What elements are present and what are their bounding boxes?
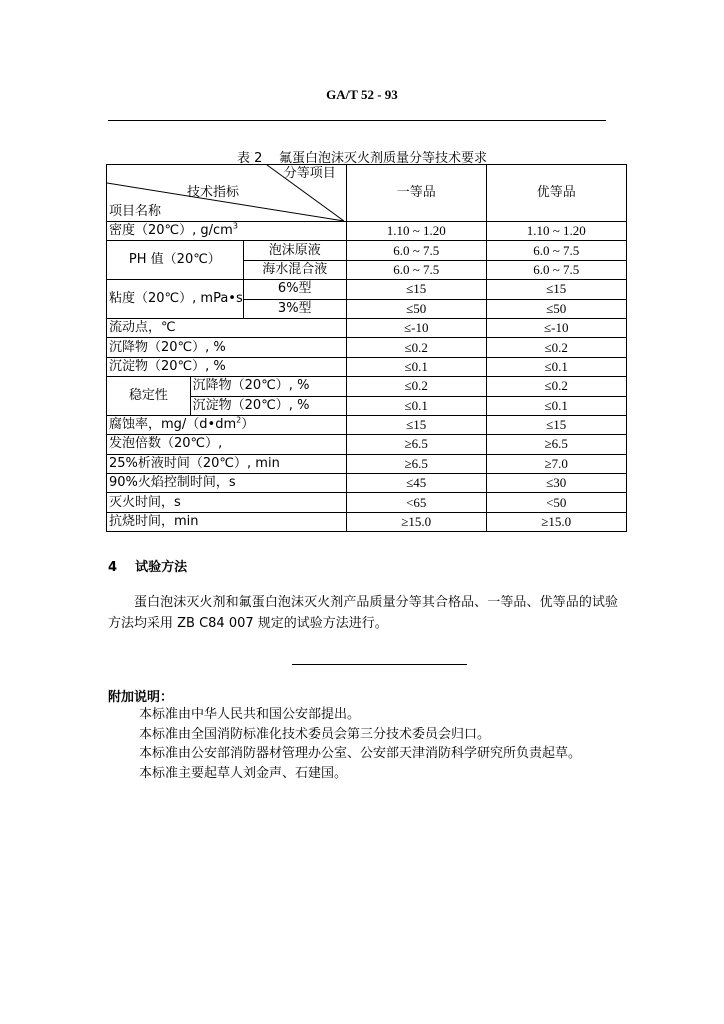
row-label-density: 密度（20℃）, $g/cm^3$ [107,222,347,241]
cell-value: ≥15.0 [346,512,486,531]
grade-label: 分等项目 [283,166,336,181]
note-line: 本标准由公安部消防器材管理办公室、公安部天津消防科学研究所负责起草。 [139,746,582,761]
indicator-label: 技术指标 [187,185,240,200]
note-line: 本标准主要起草人刘金声、石建国。 [139,765,348,781]
cell-value: <65 [346,493,486,512]
cell-value: ≤30 [486,474,626,493]
test-methods-paragraph: 蛋白泡沫灭火剂和氟蛋白泡沫灭火剂产品质量分等其合格品、一等品、优等品的试验方法均采用 ZB C84 007 规定的试验方法进行。 [108,595,618,631]
table-caption: 表 2 氟蛋白泡沫灭火剂质量分等技术要求 [237,151,487,166]
cell-value: ≤0.2 [346,338,486,357]
cell-value: ≤0.2 [486,338,626,357]
table-row [107,415,627,434]
row-label-expansion: 发泡倍数（20℃）, [107,435,347,454]
sub-label: 海水混合液 [243,260,346,279]
superior-grade-header: 优等品 [486,165,626,222]
sub-label: 6%型 [243,280,346,299]
cell-value: ≤0.1 [486,396,626,415]
cell-value: ≤0.1 [346,396,486,415]
cell-value: ≤45 [346,474,486,493]
cell-value: 1.10 ~ 1.20 [486,222,626,241]
sub-label: 沉降物（20℃）, % [190,377,346,396]
sub-label: 3%型 [243,299,346,318]
cell-value: ≤0.2 [486,377,626,396]
end-divider [292,664,467,665]
additional-notes [108,705,618,783]
table-row [107,435,627,454]
table-row [107,338,627,357]
item-name-label: 项目名称 [109,204,162,219]
table-row [107,474,627,493]
table-header-row [107,165,627,222]
additional-notes-heading: 附加说明： [108,690,174,705]
table-row [107,241,627,260]
cell-value: ≤50 [486,299,626,318]
row-label-precipitate: 沉淀物（20℃）, % [107,357,347,376]
cell-value: 6.0 ~ 7.5 [346,241,486,260]
row-label-control-time: 90%火焰控制时间，s [107,474,347,493]
cell-value: <50 [486,493,626,512]
cell-value: ≥6.5 [346,454,486,473]
diagonal-header-cell [107,165,347,222]
quality-grade-table [106,164,627,532]
row-label-viscosity: 粘度（20℃）, mPa•s [107,280,244,319]
section-heading-test-methods: 4 试验方法 [108,560,188,575]
note-line: 本标准由全国消防标准化技术委员会第三分技术委员会归口。 [139,726,491,742]
row-label-ph: PH 值（20℃） [107,241,244,280]
cell-value: ≤-10 [346,318,486,337]
header-divider [108,120,606,121]
table-row [107,454,627,473]
row-label-extinguish-time: 灭火时间，s [107,493,347,512]
cell-value: 6.0 ~ 7.5 [346,260,486,279]
table-row [107,357,627,376]
row-label-pour-point: 流动点，℃ [107,318,347,337]
row-label-drainage: 25%析液时间（20℃）, min [107,454,347,473]
row-label-sediment: 沉降物（20℃）, % [107,338,347,357]
cell-value: ≤0.1 [486,357,626,376]
sub-label: 泡沫原液 [243,241,346,260]
cell-value: 6.0 ~ 7.5 [486,260,626,279]
first-grade-header: 一等品 [346,165,486,222]
table-row [107,512,627,531]
table-row [107,377,627,396]
cell-value: ≥6.5 [486,435,626,454]
cell-value: ≤15 [486,280,626,299]
cell-value: 6.0 ~ 7.5 [486,241,626,260]
sub-label: 沉淀物（20℃）, % [190,396,346,415]
cell-value: ≥6.5 [346,435,486,454]
cell-value: ≤15 [346,280,486,299]
cell-value: ≤0.2 [346,377,486,396]
table-row [107,280,627,299]
cell-value: 1.10 ~ 1.20 [346,222,486,241]
table-row [107,318,627,337]
table-row [107,493,627,512]
cell-value: ≤0.1 [346,357,486,376]
row-label-stability: 稳定性 [107,377,191,416]
cell-value: ≤15 [486,415,626,434]
row-label-corrosion: 腐蚀率，$mg/(d•dm^2)$ [107,415,347,434]
standard-number: GA/T 52 - 93 [326,87,398,102]
cell-value: ≤-10 [486,318,626,337]
table-row [107,222,627,241]
cell-value: ≤50 [346,299,486,318]
cell-value: ≤15 [346,415,486,434]
note-line: 本标准由中华人民共和国公安部提出。 [139,707,361,722]
cell-value: ≥7.0 [486,454,626,473]
row-label-burnback-time: 抗烧时间，min [107,512,347,531]
cell-value: ≥15.0 [486,512,626,531]
